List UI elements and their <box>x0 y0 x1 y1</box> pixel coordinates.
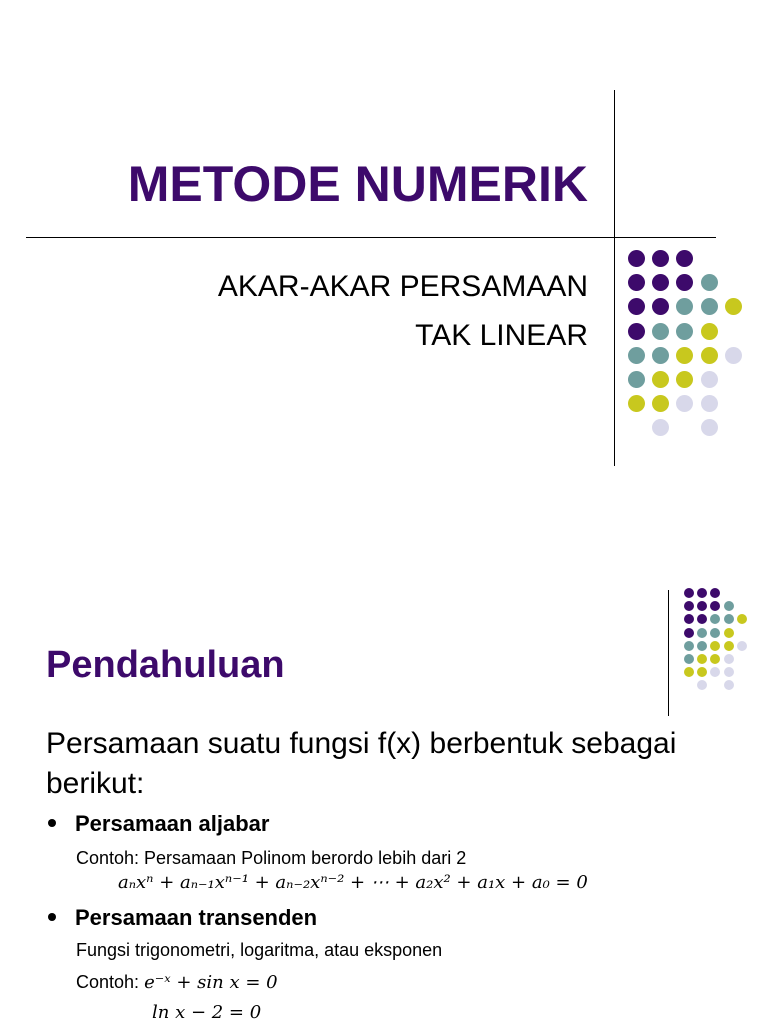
slide-title: METODE NUMERIK <box>127 156 588 212</box>
decor-dot <box>701 395 718 412</box>
decor-dot <box>724 601 734 611</box>
decor-dot <box>684 654 694 664</box>
bullet-label: Persamaan aljabar <box>75 811 270 836</box>
decor-dot <box>737 641 747 651</box>
decor-dot <box>724 680 734 690</box>
decor-dot <box>676 323 693 340</box>
decor-dot <box>684 628 694 638</box>
decor-dot <box>676 250 693 267</box>
subtitle-line-1: AKAR-AKAR PERSAMAAN <box>217 270 588 303</box>
decor-dot <box>724 628 734 638</box>
decor-dot <box>676 298 693 315</box>
subtitle-line-2: TAK LINEAR <box>415 319 588 352</box>
decor-dot <box>684 667 694 677</box>
decor-dot <box>701 298 718 315</box>
bullet-transenden <box>48 905 317 931</box>
decor-dot <box>684 641 694 651</box>
logarithm-formula: ln x − 2 = 0 <box>152 1002 262 1023</box>
decor-dot <box>628 323 645 340</box>
decor-dot <box>652 298 669 315</box>
decor-dot <box>697 654 707 664</box>
content-slide <box>0 512 768 1024</box>
decor-dot <box>628 274 645 291</box>
decor-dot <box>710 588 720 598</box>
example-polinom: Contoh: Persamaan Polinom berordo lebih dari 2 <box>76 848 467 868</box>
decor-dot <box>676 274 693 291</box>
decor-dot <box>684 601 694 611</box>
decor-dot <box>701 371 718 388</box>
decor-dot <box>710 614 720 624</box>
decor-dot <box>684 614 694 624</box>
decor-dot <box>724 641 734 651</box>
decor-dot <box>652 371 669 388</box>
bullet-dot-icon <box>48 819 56 827</box>
decor-dot <box>697 667 707 677</box>
decor-dot <box>710 667 720 677</box>
decor-dot <box>628 347 645 364</box>
decor-dot <box>628 298 645 315</box>
decor-dot <box>725 347 742 364</box>
decor-dot <box>652 395 669 412</box>
bullet-label: Persamaan transenden <box>75 905 318 930</box>
vertical-divider <box>614 90 615 466</box>
decor-dot <box>710 628 720 638</box>
bullet-aljabar <box>48 811 269 837</box>
decor-dot <box>628 395 645 412</box>
transenden-example <box>76 972 278 993</box>
decor-dot <box>701 419 718 436</box>
bullet-dot-icon <box>48 913 56 921</box>
polynomial-formula: aₙxⁿ + aₙ₋₁xⁿ⁻¹ + aₙ₋₂xⁿ⁻² + ⋯ + a₂x² + a₁x + a₀ = 0 <box>118 872 588 893</box>
decor-dot <box>697 588 707 598</box>
transenden-description: Fungsi trigonometri, logaritma, atau eksponen <box>76 940 443 960</box>
example-prefix: Contoh: <box>76 972 140 992</box>
decor-dot <box>652 347 669 364</box>
decor-dot <box>652 323 669 340</box>
decor-dot <box>697 680 707 690</box>
decor-dot <box>684 588 694 598</box>
decor-dot <box>725 298 742 315</box>
decor-dot <box>628 371 645 388</box>
decor-dot <box>676 371 693 388</box>
decor-dot <box>724 667 734 677</box>
decor-dot <box>724 654 734 664</box>
decor-dot <box>701 274 718 291</box>
decor-dot <box>676 395 693 412</box>
vertical-divider <box>668 590 669 716</box>
decor-dot <box>652 250 669 267</box>
decor-dot <box>697 628 707 638</box>
decor-dot <box>701 323 718 340</box>
horizontal-divider <box>26 237 716 238</box>
decor-dot <box>652 419 669 436</box>
decor-dot <box>737 614 747 624</box>
decor-dot <box>701 347 718 364</box>
decor-dot <box>710 601 720 611</box>
decor-dot <box>697 641 707 651</box>
decor-dot <box>676 347 693 364</box>
slide-subtitle <box>218 262 588 360</box>
decor-dot <box>724 614 734 624</box>
decor-dot <box>697 614 707 624</box>
decor-dot <box>652 274 669 291</box>
decor-dot <box>628 250 645 267</box>
section-title: Pendahuluan <box>46 644 285 686</box>
exponential-formula: e⁻ˣ + sin x = 0 <box>144 972 278 993</box>
decor-dot <box>697 601 707 611</box>
intro-text: Persamaan suatu fungsi f(x) berbentuk sebagai berikut: <box>46 727 677 800</box>
decor-dot <box>710 654 720 664</box>
decor-dot <box>710 641 720 651</box>
